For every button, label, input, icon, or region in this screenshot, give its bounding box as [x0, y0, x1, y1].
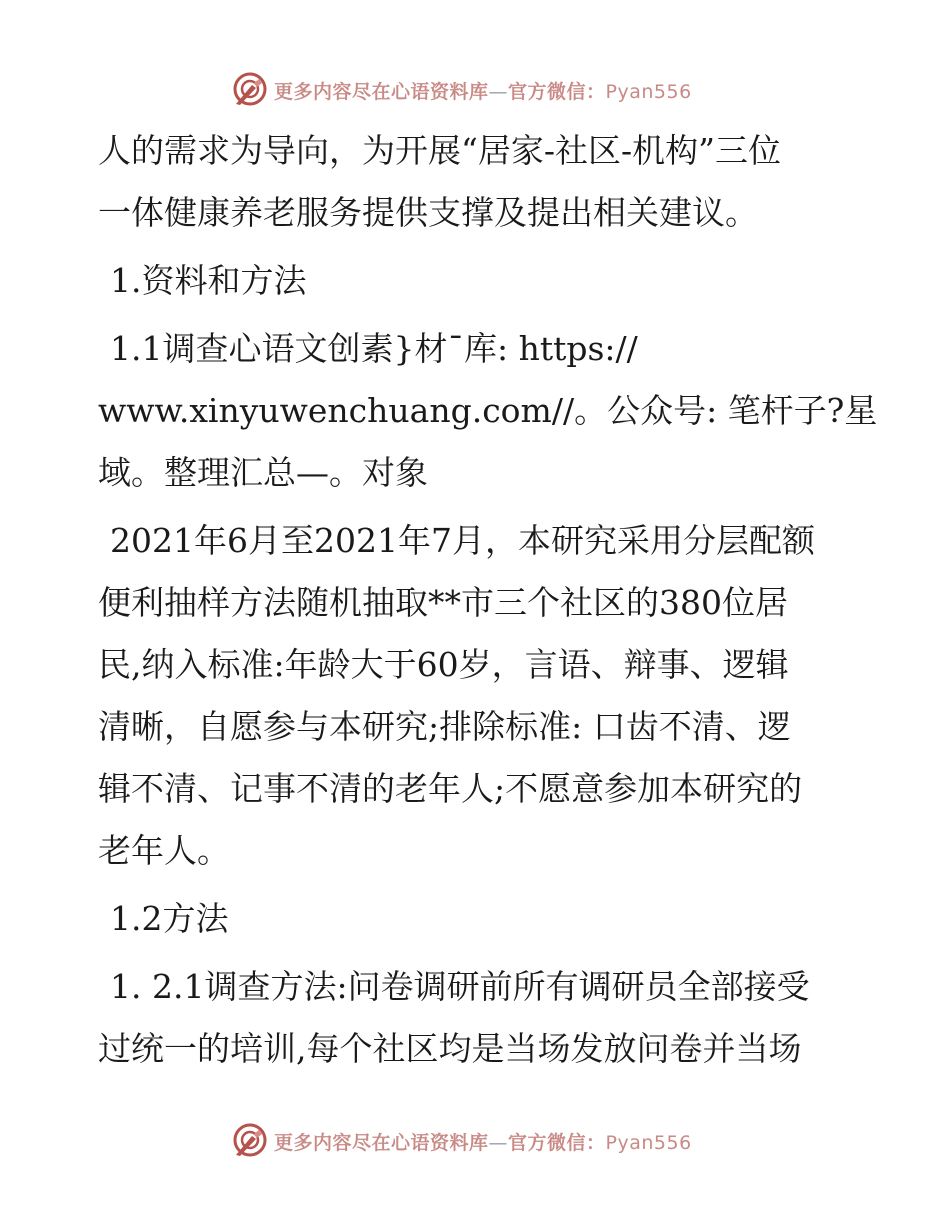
heading-text: 1.资料和方法	[110, 261, 307, 300]
text-line: 人的需求为导向，为开展“居家-社区-机构”三位	[98, 131, 782, 170]
header-banner	[0, 71, 950, 111]
slogan-sub: 官方微信：	[508, 1132, 606, 1154]
text-line: 1. 2.1调查方法:问卷调研前所有调研员全部接受	[110, 967, 810, 1006]
text-line: 民,纳入标准:年龄大于60岁，言语、辩事、逻辑	[98, 645, 789, 684]
text-line: 一体健康养老服务提供支撑及提出相关建议。	[98, 193, 758, 232]
footer-slogan	[274, 1128, 692, 1155]
text-line: 1.1调查心语文创素}材¯库: https://	[110, 329, 638, 368]
slogan-sub: 官方微信：	[508, 81, 606, 103]
section-heading-1	[98, 250, 858, 312]
paragraph-method	[98, 956, 858, 1080]
text-line: 清晰，自愿参与本研究;排除标准: 口齿不清、逻	[98, 707, 791, 746]
heading-text: 1.2方法	[110, 899, 229, 938]
text-line: 辑不清、记事不清的老年人;不愿意参加本研究的	[98, 769, 803, 808]
slogan-main: 更多内容尽在心语资料库	[274, 1132, 489, 1154]
section-heading-2	[98, 888, 858, 950]
slogan-separator: —	[488, 1132, 509, 1154]
text-line: www.xinyuwenchuang.com//。公众号: 笔杆子?星	[98, 391, 878, 430]
text-line: 过统一的培训,每个社区均是当场发放问卷并当场	[98, 1029, 802, 1068]
text-line: 老年人。	[98, 831, 230, 870]
text-line: 域。整理汇总—。对象	[98, 453, 428, 492]
pen-logo-icon	[232, 71, 268, 107]
pen-logo-icon	[232, 1122, 268, 1158]
text-line: 便利抽样方法随机抽取**市三个社区的380位居	[98, 583, 788, 622]
header-slogan	[274, 77, 692, 104]
text-line: 2021年6月至2021年7月，本研究采用分层配额	[110, 521, 815, 560]
slogan-main: 更多内容尽在心语资料库	[274, 81, 489, 103]
paragraph-subjects	[98, 318, 878, 504]
slogan-separator: —	[488, 81, 509, 103]
paragraph-intro	[98, 120, 858, 244]
slogan-wechat-id: Pyan556	[605, 81, 692, 103]
paragraph-sampling	[98, 510, 858, 882]
document-body	[98, 120, 878, 1080]
slogan-wechat-id: Pyan556	[605, 1132, 692, 1154]
footer-banner	[0, 1122, 950, 1162]
